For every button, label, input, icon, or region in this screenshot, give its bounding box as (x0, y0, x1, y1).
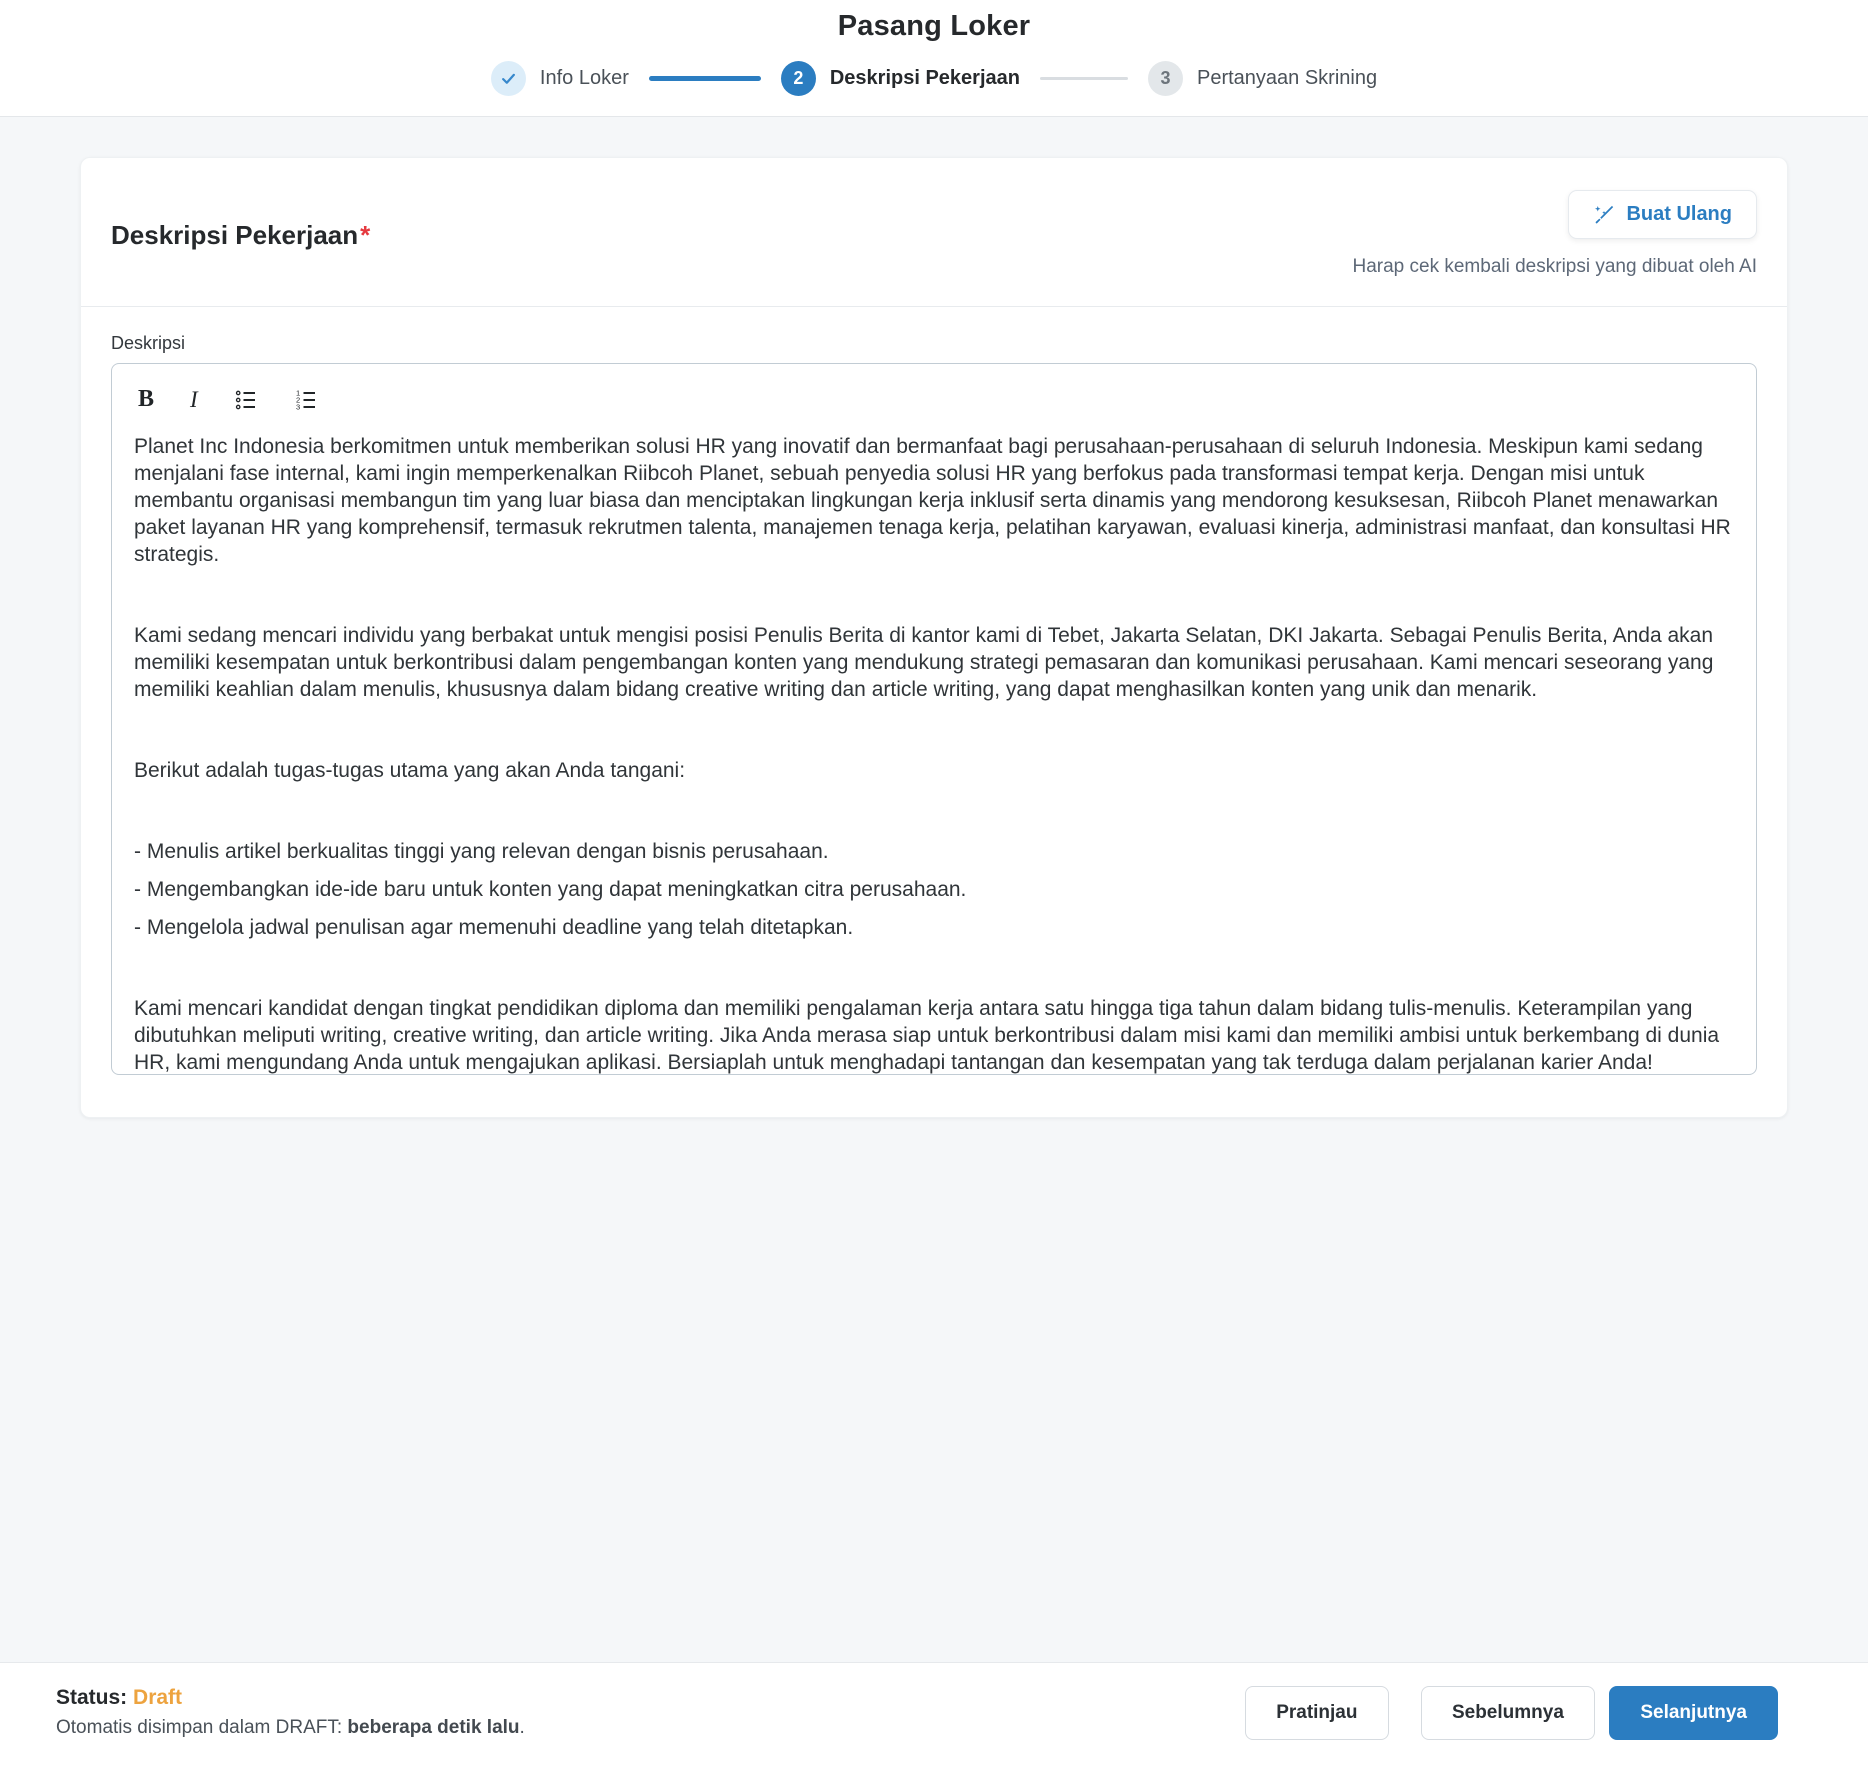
svg-text:2: 2 (295, 395, 300, 405)
step-pertanyaan-skrining[interactable] (1148, 61, 1377, 96)
stepper (0, 61, 1868, 96)
italic-button[interactable]: I (188, 385, 200, 415)
card-body (81, 307, 1787, 1117)
regenerate-button-label: Buat Ulang (1626, 203, 1732, 225)
autosave-time: beberapa detik lalu (347, 1717, 520, 1738)
step-connector-upcoming (1040, 77, 1128, 80)
step-pertanyaan-skrining-label: Pertanyaan Skrining (1196, 67, 1378, 89)
description-field-label: Deskripsi (111, 333, 186, 353)
autosave-note (56, 1717, 525, 1739)
step-upcoming-circle: 3 (1148, 61, 1183, 96)
step-deskripsi-pekerjaan[interactable] (781, 61, 1020, 96)
regenerate-button[interactable] (1568, 190, 1757, 239)
card-header (81, 158, 1787, 307)
editor-toolbar (132, 380, 1736, 415)
bullet-list-button[interactable] (232, 386, 260, 414)
svg-text:3: 3 (295, 402, 300, 412)
editor-content[interactable] (132, 433, 1736, 1075)
description-list-item: - Menulis artikel berkualitas tinggi yang relevan dengan bisnis perusahaan. (134, 840, 829, 863)
step-completed-circle (491, 61, 526, 96)
description-paragraph: Kami sedang mencari individu yang berbakat untuk mengisi posisi Penulis Berita di kantor kami di Tebet, Jakarta Selatan, DKI Jakarta. Sebagai Penulis Berita, Anda akan memiliki kesempatan untuk berkontribusi dalam pengembangan konten yang mendukung strategi pemasaran dan komunikasi perusahaan. Kami mencari seseorang yang memiliki keahlian dalam menulis, khususnya dalam bidang creative writing dan article writing, yang dapat menghasilkan konten yang unik dan menarik. (134, 624, 1714, 701)
autosave-prefix: Otomatis disimpan dalam DRAFT: (56, 1717, 348, 1738)
status-block (56, 1686, 525, 1739)
bold-button[interactable]: B (136, 384, 156, 415)
ordered-list-button[interactable] (292, 386, 320, 414)
check-icon (500, 70, 517, 87)
card-title (111, 220, 370, 251)
page-header (0, 0, 1868, 117)
ai-review-note: Harap cek kembali deskripsi yang dibuat oleh AI (1352, 256, 1757, 277)
bullet-list-icon (234, 388, 258, 412)
step-active-circle: 2 (781, 61, 816, 96)
description-paragraph: Planet Inc Indonesia berkomitmen untuk memberikan solusi HR yang inovatif dan bermanfaat bagi perusahaan-perusahaan di seluruh Indonesia. Meskipun kami sedang menjalani fase internal, kami ingin memperkenalkan Riibcoh Planet, sebuah penyedia solusi HR yang berfokus pada transformasi tempat kerja. Dengan misi untuk membantu organisasi membangun tim yang luar biasa dan menciptakan lingkungan kerja inklusif serta dinamis yang mendorong kesuksesan, Riibcoh Planet menawarkan paket layanan HR yang komprehensif, termasuk rekrutmen talenta, manajemen tenaga kerja, pelatihan karyawan, evaluasi kinerja, administrasi manfaat, dan konsultasi HR strategis. (134, 435, 1731, 566)
card-header-right (1352, 190, 1757, 278)
description-paragraph: Kami mencari kandidat dengan tingkat pendidikan diploma dan memiliki pengalaman kerja antara satu hingga tiga tahun dalam bidang tulis-menulis. Keterampilan yang dibutuhkan meliputi writing, creative writing, dan article writing. Jika Anda merasa siap untuk berkontribusi dalam misi kami dan memiliki ambisi untuk berkembang di dunia HR, kami mengundang Anda untuk mengajukan aplikasi. Bersiaplah untuk menghadapi tantangan dan kesempatan yang tak terduga dalam perjalanan karier Anda! (134, 997, 1720, 1074)
card-title-text: Deskripsi Pekerjaan (111, 220, 359, 250)
required-asterisk: * (360, 220, 371, 250)
description-list-item: - Mengembangkan ide-ide baru untuk konten yang dapat meningkatkan citra perusahaan. (134, 878, 967, 901)
step-info-loker[interactable] (491, 61, 629, 96)
description-list-item: - Mengelola jadwal penulisan agar memenuhi deadline yang telah ditetapkan. (134, 916, 854, 939)
next-button[interactable]: Selanjutnya (1609, 1686, 1778, 1740)
description-paragraph: Berikut adalah tugas-tugas utama yang akan Anda tangani: (134, 759, 686, 782)
status-badge: Draft (133, 1686, 183, 1709)
preview-button[interactable]: Pratinjau (1245, 1686, 1388, 1740)
description-editor[interactable] (111, 363, 1757, 1075)
description-card (80, 157, 1788, 1118)
magic-wand-icon (1593, 204, 1615, 226)
footer-buttons (1245, 1686, 1778, 1740)
status-label: Status: (56, 1686, 128, 1709)
page-footer (0, 1662, 1868, 1766)
svg-text:1: 1 (295, 388, 300, 398)
step-deskripsi-pekerjaan-label: Deskripsi Pekerjaan (829, 67, 1020, 89)
step-connector-completed (649, 76, 761, 81)
page-title: Pasang Loker (837, 10, 1031, 42)
status-line (56, 1686, 525, 1710)
previous-button[interactable]: Sebelumnya (1421, 1686, 1595, 1740)
ordered-list-icon (294, 388, 318, 412)
step-info-loker-label: Info Loker (539, 67, 629, 89)
page-content (0, 117, 1868, 1662)
autosave-suffix: . (519, 1717, 525, 1738)
